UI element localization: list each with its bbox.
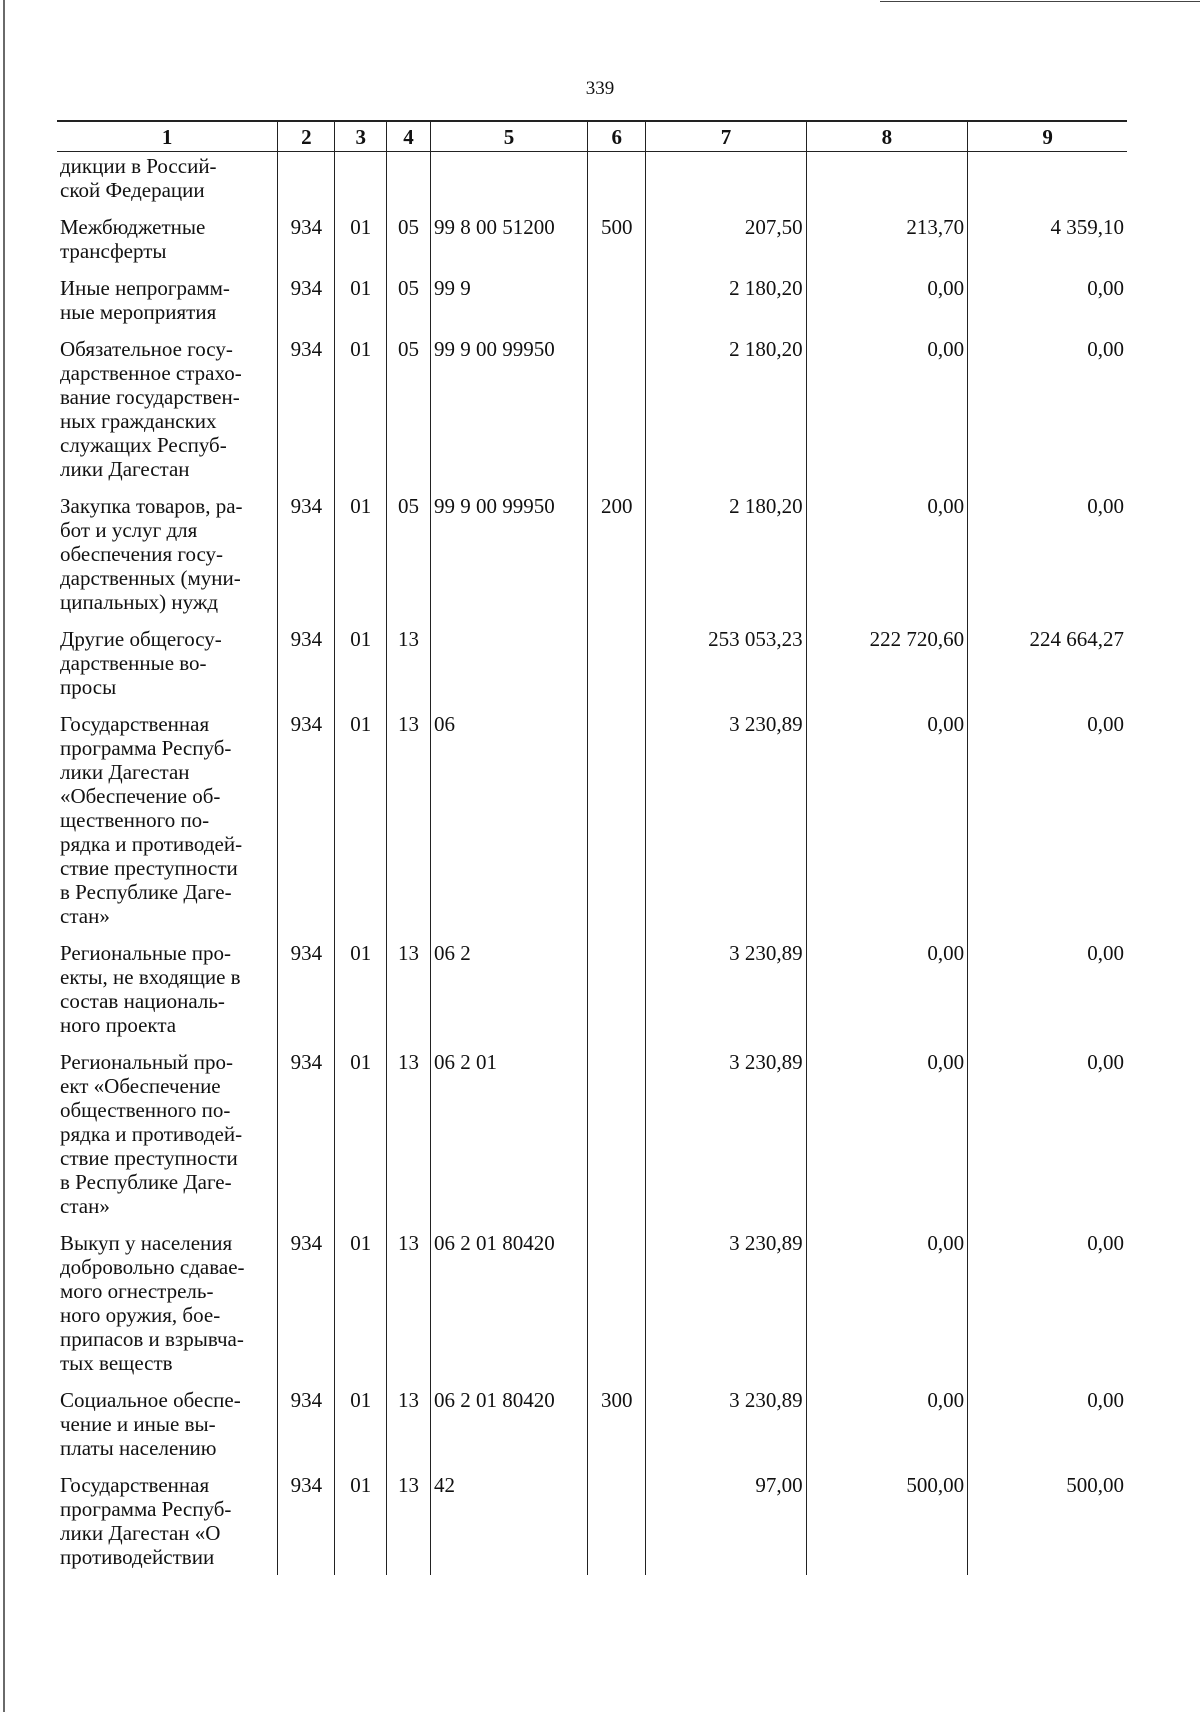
- cell-target-article: 99 9: [430, 276, 587, 337]
- table-row: [57, 941, 1127, 1050]
- cell-amount-year-2: 0,00: [806, 337, 967, 494]
- cell-section: 01: [335, 712, 387, 941]
- cell-amount-year-1: 3 230,89: [646, 712, 806, 941]
- cell-ministry-code: 934: [278, 276, 335, 337]
- cell-amount-year-2: 0,00: [806, 494, 967, 627]
- cell-subsection: 05: [387, 494, 431, 627]
- cell-amount-year-1: 3 230,89: [646, 1050, 806, 1231]
- cell-amount-year-2: 213,70: [806, 215, 967, 276]
- cell-amount-year-3: 0,00: [968, 1388, 1127, 1473]
- cell-ministry-code: 934: [278, 1231, 335, 1388]
- cell-amount-year-1: 3 230,89: [646, 1231, 806, 1388]
- table-row: [57, 152, 1127, 216]
- cell-ministry-code: 934: [278, 215, 335, 276]
- cell-amount-year-3: 0,00: [968, 337, 1127, 494]
- scan-edge-left: [3, 0, 5, 1712]
- cell-section: [335, 152, 387, 216]
- cell-expense-type: [588, 941, 646, 1050]
- cell-amount-year-1: [646, 152, 806, 216]
- cell-section: 01: [335, 215, 387, 276]
- header-row: [57, 121, 1127, 152]
- cell-amount-year-3: 0,00: [968, 712, 1127, 941]
- cell-ministry-code: 934: [278, 712, 335, 941]
- cell-amount-year-3: 224 664,27: [968, 627, 1127, 712]
- cell-description: Другие общегосу- дарственные во- просы: [60, 627, 222, 699]
- cell-description: Межбюджетные трансферты: [60, 215, 206, 263]
- cell-amount-year-3: 0,00: [968, 494, 1127, 627]
- cell-ministry-code: 934: [278, 337, 335, 494]
- cell-amount-year-2: 500,00: [806, 1473, 967, 1575]
- cell-amount-year-1: 2 180,20: [646, 494, 806, 627]
- cell-amount-year-1: 97,00: [646, 1473, 806, 1575]
- cell-ministry-code: 934: [278, 941, 335, 1050]
- cell-target-article: 06 2: [430, 941, 587, 1050]
- cell-expense-type: [588, 276, 646, 337]
- cell-section: 01: [335, 494, 387, 627]
- cell-amount-year-1: 253 053,23: [646, 627, 806, 712]
- table-row: [57, 337, 1127, 494]
- cell-description: Государственная программа Респуб- лики Дагестан «Обеспечение об- щественного по- рядка и противодей- ствие преступности в Республике Даге- стан»: [60, 712, 243, 928]
- cell-target-article: 42: [430, 1473, 587, 1575]
- cell-subsection: 05: [387, 276, 431, 337]
- cell-ministry-code: 934: [278, 494, 335, 627]
- header-col-8: 8: [806, 121, 967, 152]
- table-body: [57, 152, 1127, 1576]
- cell-target-article: 99 9 00 99950: [430, 494, 587, 627]
- cell-subsection: [387, 152, 431, 216]
- cell-amount-year-2: 222 720,60: [806, 627, 967, 712]
- cell-subsection: 13: [387, 941, 431, 1050]
- cell-target-article: 06 2 01 80420: [430, 1388, 587, 1473]
- header-col-5: 5: [430, 121, 587, 152]
- cell-subsection: 05: [387, 337, 431, 494]
- table-header: [57, 121, 1127, 152]
- cell-subsection: 13: [387, 1231, 431, 1388]
- cell-amount-year-3: 0,00: [968, 1050, 1127, 1231]
- cell-expense-type: [588, 712, 646, 941]
- cell-amount-year-1: 207,50: [646, 215, 806, 276]
- cell-target-article: 06: [430, 712, 587, 941]
- table-row: [57, 1388, 1127, 1473]
- cell-amount-year-1: 2 180,20: [646, 337, 806, 494]
- cell-expense-type: [588, 1473, 646, 1575]
- cell-amount-year-1: 2 180,20: [646, 276, 806, 337]
- cell-expense-type: [588, 337, 646, 494]
- header-col-3: 3: [335, 121, 387, 152]
- cell-amount-year-1: 3 230,89: [646, 1388, 806, 1473]
- table-row: [57, 215, 1127, 276]
- cell-section: 01: [335, 941, 387, 1050]
- table-row: [57, 276, 1127, 337]
- cell-section: 01: [335, 337, 387, 494]
- page-number: 339: [585, 78, 615, 99]
- table-row: [57, 1473, 1127, 1575]
- cell-ministry-code: 934: [278, 627, 335, 712]
- table-row: [57, 712, 1127, 941]
- budget-table: [57, 120, 1127, 1575]
- cell-target-article: 06 2 01: [430, 1050, 587, 1231]
- cell-description: Государственная программа Респуб- лики Дагестан «О противодействии: [60, 1473, 232, 1569]
- header-col-9: 9: [968, 121, 1127, 152]
- cell-ministry-code: 934: [278, 1388, 335, 1473]
- table-row: [57, 1231, 1127, 1388]
- table-row: [57, 1050, 1127, 1231]
- cell-amount-year-1: 3 230,89: [646, 941, 806, 1050]
- cell-amount-year-2: 0,00: [806, 941, 967, 1050]
- cell-description: Региональные про- екты, не входящие в состав националь- ного проекта: [60, 941, 241, 1037]
- cell-amount-year-3: 4 359,10: [968, 215, 1127, 276]
- cell-expense-type: [588, 1050, 646, 1231]
- cell-expense-type: [588, 152, 646, 216]
- cell-amount-year-2: 0,00: [806, 276, 967, 337]
- cell-description: дикции в Россий- ской Федерации: [60, 154, 217, 202]
- cell-subsection: 13: [387, 1473, 431, 1575]
- cell-subsection: 13: [387, 627, 431, 712]
- cell-description: Региональный про- ект «Обеспечение общественного по- рядка и противодей- ствие преступности в Республике Даге- стан»: [60, 1050, 243, 1218]
- cell-subsection: 13: [387, 712, 431, 941]
- cell-ministry-code: 934: [278, 1050, 335, 1231]
- cell-expense-type: [588, 1231, 646, 1388]
- cell-target-article: [430, 152, 587, 216]
- cell-target-article: 99 9 00 99950: [430, 337, 587, 494]
- header-col-6: 6: [588, 121, 646, 152]
- cell-section: 01: [335, 276, 387, 337]
- cell-amount-year-3: 0,00: [968, 941, 1127, 1050]
- cell-description: Иные непрограмм- ные мероприятия: [60, 276, 230, 324]
- cell-ministry-code: [278, 152, 335, 216]
- cell-expense-type: 300: [588, 1388, 646, 1473]
- cell-section: 01: [335, 627, 387, 712]
- cell-section: 01: [335, 1050, 387, 1231]
- cell-description: Социальное обеспе- чение и иные вы- платы населению: [60, 1388, 241, 1460]
- cell-amount-year-3: 0,00: [968, 276, 1127, 337]
- table-row: [57, 494, 1127, 627]
- cell-expense-type: 200: [588, 494, 646, 627]
- cell-amount-year-3: 0,00: [968, 1231, 1127, 1388]
- header-col-4: 4: [387, 121, 431, 152]
- cell-target-article: [430, 627, 587, 712]
- cell-amount-year-2: 0,00: [806, 712, 967, 941]
- cell-amount-year-2: [806, 152, 967, 216]
- cell-subsection: 05: [387, 215, 431, 276]
- cell-section: 01: [335, 1231, 387, 1388]
- table-row: [57, 627, 1127, 712]
- cell-section: 01: [335, 1473, 387, 1575]
- cell-amount-year-2: 0,00: [806, 1050, 967, 1231]
- cell-amount-year-2: 0,00: [806, 1388, 967, 1473]
- cell-subsection: 13: [387, 1050, 431, 1231]
- cell-amount-year-3: [968, 152, 1127, 216]
- cell-amount-year-2: 0,00: [806, 1231, 967, 1388]
- cell-description: Обязательное госу- дарственное страхо- вание государствен- ных гражданских служащих Респуб- лики Дагестан: [60, 337, 242, 481]
- cell-description: Выкуп у населения добровольно сдавае- мого огнестрель- ного оружия, бое- припасов и взрывча- тых веществ: [60, 1231, 245, 1375]
- header-col-7: 7: [646, 121, 806, 152]
- cell-target-article: 06 2 01 80420: [430, 1231, 587, 1388]
- cell-expense-type: 500: [588, 215, 646, 276]
- cell-ministry-code: 934: [278, 1473, 335, 1575]
- cell-subsection: 13: [387, 1388, 431, 1473]
- cell-description: Закупка товаров, ра- бот и услуг для обеспечения госу- дарственных (муни- ципальных) нужд: [60, 494, 243, 614]
- cell-amount-year-3: 500,00: [968, 1473, 1127, 1575]
- header-col-2: 2: [278, 121, 335, 152]
- scan-edge-top: [880, 1, 1200, 2]
- cell-target-article: 99 8 00 51200: [430, 215, 587, 276]
- header-col-1: 1: [57, 121, 278, 152]
- cell-section: 01: [335, 1388, 387, 1473]
- cell-expense-type: [588, 627, 646, 712]
